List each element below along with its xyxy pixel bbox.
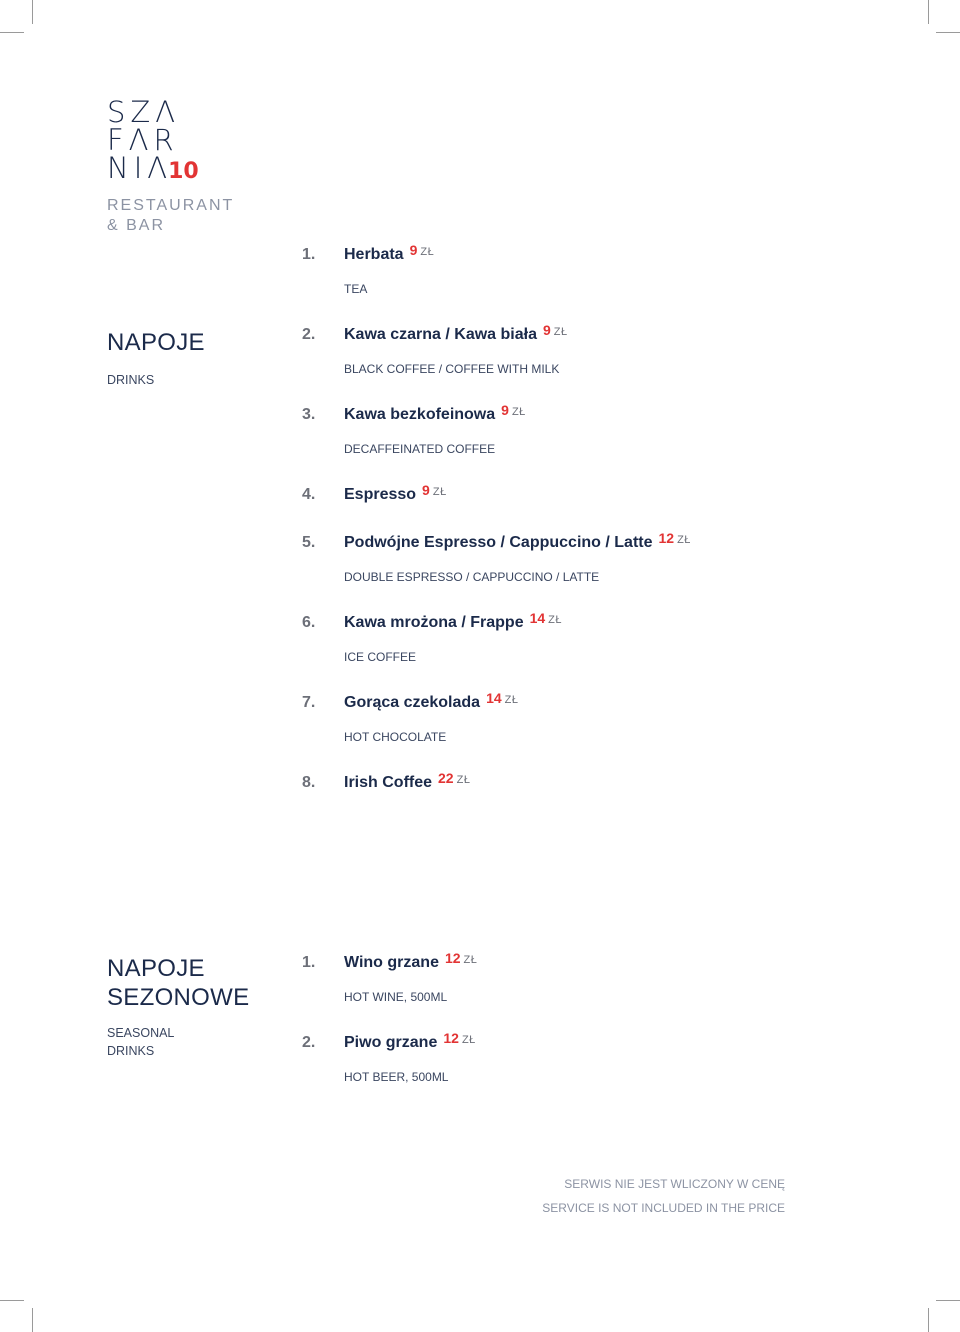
item-price: 12 bbox=[658, 530, 675, 546]
item-price: 9 bbox=[542, 322, 551, 338]
seasonal-title-line-2: SEZONOWE bbox=[107, 984, 250, 1011]
item-number: 1. bbox=[302, 246, 316, 263]
logo-subtitle-line-2: & BAR bbox=[107, 217, 166, 234]
menu-item bbox=[302, 610, 563, 632]
seasonal-section-subtitle bbox=[107, 1024, 174, 1060]
logo-line-3 bbox=[107, 151, 234, 186]
logo-line-2: FΛR bbox=[107, 123, 179, 157]
item-number: 2. bbox=[302, 326, 316, 343]
item-number: 1. bbox=[302, 954, 316, 971]
crop-mark bbox=[32, 0, 33, 24]
item-price: 9 bbox=[422, 482, 430, 498]
drinks-section-subtitle: DRINKS bbox=[107, 373, 155, 387]
item-number: 7. bbox=[302, 694, 316, 711]
item-subtitle: BLACK COFFEE / COFFEE WITH MILK bbox=[344, 362, 560, 376]
menu-item bbox=[302, 690, 519, 712]
item-name: Kawa bezkofeinowa bbox=[344, 406, 496, 423]
item-currency: ZŁ bbox=[420, 246, 435, 258]
crop-mark bbox=[0, 32, 24, 33]
item-name: Kawa mrożona / Frappe bbox=[344, 614, 524, 631]
item-price: 22 bbox=[438, 770, 454, 786]
item-subtitle: ICE COFFEE bbox=[344, 650, 417, 664]
seasonal-subtitle-line-1: SEASONAL bbox=[107, 1026, 175, 1040]
service-note-en: SERVICE IS NOT INCLUDED IN THE PRICE bbox=[542, 1201, 785, 1215]
item-subtitle: HOT WINE, 500ML bbox=[344, 990, 448, 1004]
item-name: Irish Coffee bbox=[344, 774, 433, 791]
item-currency: ZŁ bbox=[553, 326, 568, 338]
menu-item bbox=[302, 402, 526, 424]
crop-mark bbox=[928, 0, 929, 24]
item-price: 12 bbox=[444, 950, 461, 966]
item-subtitle: HOT BEER, 500ML bbox=[344, 1070, 449, 1084]
item-number: 2. bbox=[302, 1034, 316, 1051]
item-name: Gorąca czekolada bbox=[344, 694, 481, 711]
item-currency: ZŁ bbox=[511, 406, 526, 418]
crop-mark bbox=[936, 32, 960, 33]
item-currency: ZŁ bbox=[504, 694, 519, 706]
item-price: 9 bbox=[501, 402, 509, 418]
item-currency: ZŁ bbox=[432, 486, 447, 498]
item-name: Piwo grzane bbox=[344, 1034, 438, 1051]
item-name: Espresso bbox=[344, 486, 417, 503]
crop-mark bbox=[0, 1300, 24, 1301]
logo-line-3-text: NIΛ bbox=[107, 151, 173, 185]
logo-number: 10 bbox=[168, 159, 199, 184]
item-price: 12 bbox=[443, 1030, 459, 1046]
menu-item bbox=[302, 770, 471, 792]
item-subtitle: HOT CHOCOLATE bbox=[344, 730, 447, 744]
restaurant-logo bbox=[107, 95, 235, 236]
menu-item bbox=[302, 950, 478, 972]
item-number: 3. bbox=[302, 406, 316, 423]
item-name: Podwójne Espresso / Cappuccino / Latte bbox=[344, 534, 653, 551]
crop-mark bbox=[928, 1308, 929, 1332]
item-number: 4. bbox=[302, 486, 316, 503]
item-currency: ZŁ bbox=[548, 614, 563, 626]
item-currency: ZŁ bbox=[463, 954, 478, 966]
item-number: 5. bbox=[302, 534, 316, 551]
item-price: 14 bbox=[529, 610, 546, 626]
seasonal-section-title bbox=[107, 954, 249, 1012]
item-subtitle: DOUBLE ESPRESSO / CAPPUCCINO / LATTE bbox=[344, 570, 600, 584]
menu-item bbox=[302, 1030, 476, 1052]
crop-mark bbox=[32, 1308, 33, 1332]
menu-item bbox=[302, 482, 447, 504]
logo-subtitle bbox=[107, 196, 234, 236]
item-subtitle: TEA bbox=[344, 282, 368, 296]
item-price: 14 bbox=[486, 690, 502, 706]
item-name: Wino grzane bbox=[344, 954, 439, 971]
menu-item bbox=[302, 322, 568, 344]
item-currency: ZŁ bbox=[461, 1034, 476, 1046]
item-currency: ZŁ bbox=[456, 774, 471, 786]
logo-line-1: SZΛ bbox=[107, 95, 181, 129]
logo-subtitle-line-1: RESTAURANT bbox=[107, 197, 235, 214]
service-note-pl: SERWIS NIE JEST WLICZONY W CENĘ bbox=[564, 1177, 785, 1191]
item-price: 9 bbox=[409, 242, 418, 258]
seasonal-title-line-1: NAPOJE bbox=[107, 955, 205, 982]
item-number: 8. bbox=[302, 774, 316, 791]
crop-mark bbox=[936, 1300, 960, 1301]
item-name: Kawa czarna / Kawa biała bbox=[344, 326, 537, 343]
seasonal-subtitle-line-2: DRINKS bbox=[107, 1044, 155, 1058]
item-currency: ZŁ bbox=[677, 534, 691, 546]
menu-item bbox=[302, 242, 435, 264]
item-name: Herbata bbox=[344, 246, 404, 263]
item-number: 6. bbox=[302, 614, 316, 631]
menu-item bbox=[302, 530, 691, 552]
item-subtitle: DECAFFEINATED COFFEE bbox=[344, 442, 496, 456]
drinks-section-title: NAPOJE bbox=[107, 329, 205, 356]
